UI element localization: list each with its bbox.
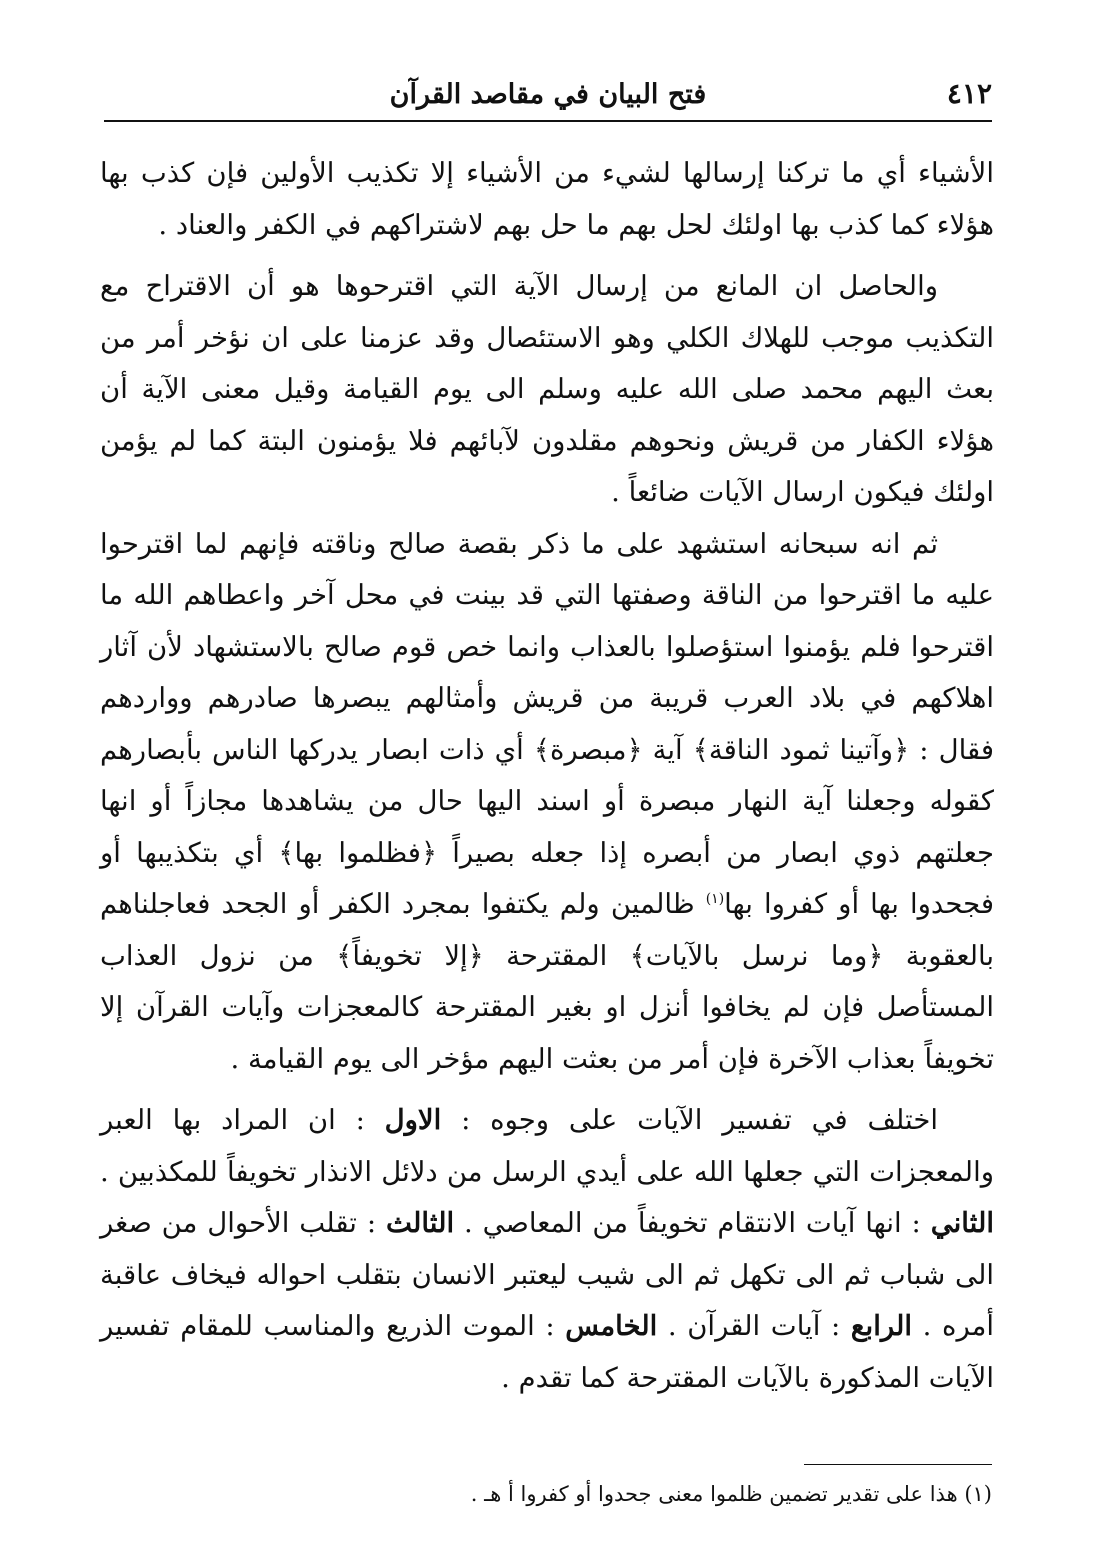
keyword-third: الثالث [386,1207,455,1239]
paragraph-4-part-4: : آيات القرآن . [657,1310,851,1342]
paragraph-4-part-3: : تقلب الأحوال من صغر الى شباب ثم الى تكهل ثم الى شيب ليعتبر الانسان بتقلب احواله فيخاف عاقبة أمره . [100,1207,994,1342]
paragraph-4-part-5: : الموت الذريع والمناسب للمقام تفسير الآيات المذكورة بالآيات المقترحة كما تقدم . [100,1310,994,1394]
keyword-second: الثاني [930,1207,994,1239]
paragraph-3 [100,519,994,1086]
page-number: ٤١٢ [946,77,992,110]
footnote: (١) هذا على تقدير تضمين ظلموا معنى جحدوا أو كفروا أ هـ . [470,1482,992,1506]
paragraph-4-part-1: : ان المراد بها العبر والمعجزات التي جعلها الله على أيدي الرسل من دلائل الانذار تخويفاً للمكذبين . [100,1104,994,1188]
paragraph-3-text-b: ظالمين ولم يكتفوا بمجرد الكفر أو الجحد فعاجلناهم بالعقوبة ﴿وما نرسل بالآيات﴾ المقترحة ﴿إلا تخويفاً﴾ من نزول العذاب المستأصل فإن لم يخافوا أنزل او بغير المقترحة كالمعجزات وآيات القرآن إلا تخويفاً بعذاب الآخرة فإن أمر من بعثت اليهم مؤخر الى يوم القيامة . [100,888,994,1075]
running-title: فتح البيان في مقاصد القرآن [389,79,707,110]
header-rule [104,120,992,122]
footnote-marker: (١) [705,890,725,907]
paragraph-2: والحاصل ان المانع من إرسال الآية التي اقترحوها هو أن الاقتراح مع التكذيب موجب للهلاك الكلي وهو الاستئصال وقد عزمنا على ان نؤخر أمر من بعث اليهم محمد صلى الله عليه وسلم الى يوم القيامة وقيل معنى الآية أن هؤلاء الكفار من قريش ونحوهم مقلدون لآبائهم فلا يؤمنون البتة كما لم يؤمن اولئك فيكون ارسال الآيات ضائعاً . [100,270,994,508]
paragraph-4-part-2: : انها آيات الانتقام تخويفاً من المعاصي . [454,1207,931,1239]
paragraph-4 [100,1095,994,1404]
keyword-first: الاول [384,1104,442,1136]
keyword-fifth: الخامس [565,1310,658,1342]
paragraph-3-text-a: ثم انه سبحانه استشهد على ما ذكر بقصة صالح وناقته فإنهم لما اقترحوا عليه ما اقترحوا من الناقة وصفتها التي قد بينت في محل آخر واعطاهم الله ما اقترحوا فلم يؤمنوا استؤصلوا بالعذاب وانما خص قوم صالح بالاستشهاد لأن آثار اهلاكهم في بلاد العرب قريبة من قريش وأمثالهم يبصرها صادرهم وواردهم فقال : ﴿وآتينا ثمود الناقة﴾ آية ﴿مبصرة﴾ أي ذات ابصار يدركها الناس بأبصارهم كقوله وجعلنا آية النهار مبصرة أو اسند اليها حال من يشاهدها مجازاً أو انها جعلتهم ذوي ابصار من أبصره إذا جعله بصيراً ﴿فظلموا بها﴾ أي بتكذيبها أو فجحدوا بها أو كفروا بها [100,527,994,920]
keyword-fourth: الرابع [850,1310,913,1342]
footnote-rule [804,1464,992,1465]
page-header [104,72,992,118]
paragraph-1: الأشياء أي ما تركنا إرسالها لشيء من الأشياء إلا تكذيب الأولين فإن كذب بها هؤلاء كما كذب بها اولئك لحل بهم ما حل بهم لاشتراكهم في الكفر والعناد . [100,157,994,241]
main-text [100,148,994,1404]
paragraph-4-intro: اختلف في تفسير الآيات على وجوه : [441,1104,938,1136]
